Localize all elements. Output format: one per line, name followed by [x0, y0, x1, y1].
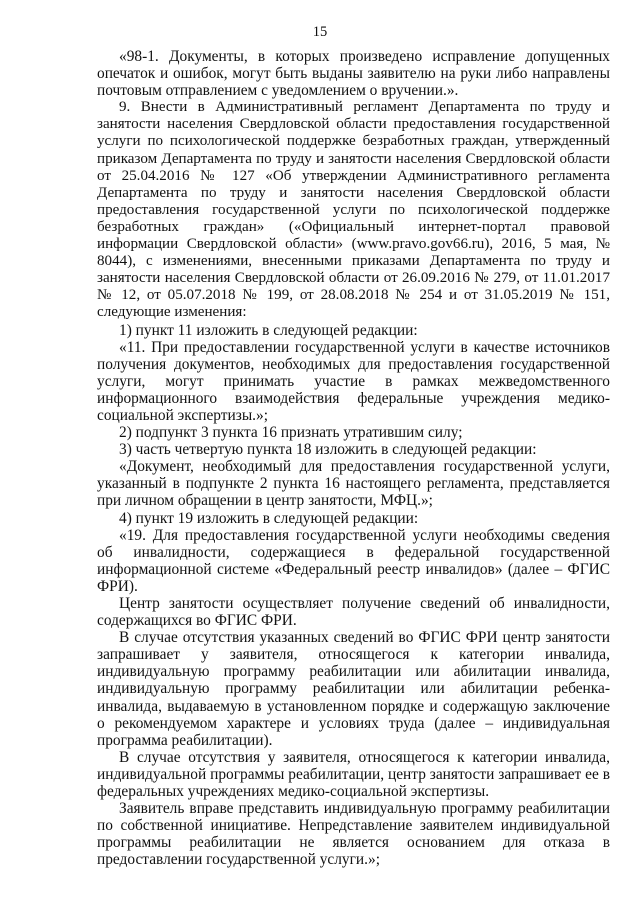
paragraph-item-9: 9. Внести в Административный регламент Департамента по труду и занятости населения Свердловской области предоставления государственной услуги по психологической поддержке безработных граждан, утвержденный приказом Департамента по труду и занятости населения Свердловской области от 25.04.2016 № 127 «Об утверждении Административного регламента Департамента по труду и занятости населения Свердловской области предоставления государственной услуги по психологической поддержке безработных граждан» («Официальный интернет-портал правовой информации Свердловской области» (www.pravo.gov66.ru), 2016, 5 мая, № 8044), с изменениями, внесенными приказами Департамента по труду и занятости населения Свердловской области от 26.09.2016 № 279, от 11.01.2017 № 12, от 05.07.2018 № 199, от 28.08.2018 № 254 и от 31.05.2019 № 151, следующие изменения: [97, 99, 610, 321]
paragraph-point-18-text: «Документ, необходимый для предоставления государственной услуги, указанный в подпункте 2 пункта 16 настоящего регламента, представляется при личном обращении в центр занятости, МФЦ.»; [97, 458, 610, 510]
paragraph-employment-center: Центр занятости осуществляет получение сведений об инвалидности, содержащихся во ФГИС ФРИ. [97, 595, 610, 630]
paragraph-subitem-4: 4) пункт 19 изложить в следующей редакции: [119, 509, 419, 527]
paragraph-point-19-text: «19. Для предоставления государственной услуги необходимы сведения об инвалидности, содержащиеся в федеральной государственной информационной системе «Федеральный реестр инвалидов» (далее – ФГИС ФРИ). [97, 526, 610, 595]
paragraph-subitem-3: 3) часть четвертую пункта 18 изложить в следующей редакции: [119, 441, 537, 459]
paragraph-point-11-text: «11. При предоставлении государственной услуги в качестве источников получения документов, необходимых для предоставления государственной услуги, могут принимать участие в рамках межведомственного информационного взаимодействия федеральные учреждения медико-социальной экспертизы.»; [97, 338, 610, 424]
paragraph-applicant-initiative: Заявитель вправе представить индивидуальную программу реабилитации по собственной инициативе. Непредставление заявителем индивидуальной программы реабилитации не является основанием для отказа в предоставлении государственной услуги.»; [97, 800, 610, 869]
document-body [97, 48, 610, 869]
paragraph-absence-of-program: В случае отсутствия у заявителя, относящегося к категории инвалида, индивидуальной программы реабилитации, центр занятости запрашивает ее в федеральных учреждениях медико-социальной экспертизы. [97, 748, 610, 801]
paragraph-subitem-1: 1) пункт 11 изложить в следующей редакции: [119, 321, 418, 339]
paragraph-absence-of-data: В случае отсутствия указанных сведений во ФГИС ФРИ центр занятости запрашивает у заявителя, относящегося к категории инвалида, индивидуальную программу реабилитации или абилитации инвалида, индивидуальную программу реабилитации или абилитации ребенка-инвалида, выдаваемую в установленном порядке и содержащую заключение о рекомендуемом характере и условиях труда (далее – индивидуальная программа реабилитации). [97, 629, 610, 749]
page-number: 15 [312, 24, 328, 40]
paragraph-subitem-2: 2) подпункт 3 пункта 16 признать утратившим силу; [119, 424, 463, 442]
paragraph-98-1: «98-1. Документы, в которых произведено исправление допущенных опечаток и ошибок, могут быть выданы заявителю на руки либо направлены почтовым отправлением с уведомлением о вручении.». [97, 48, 610, 100]
